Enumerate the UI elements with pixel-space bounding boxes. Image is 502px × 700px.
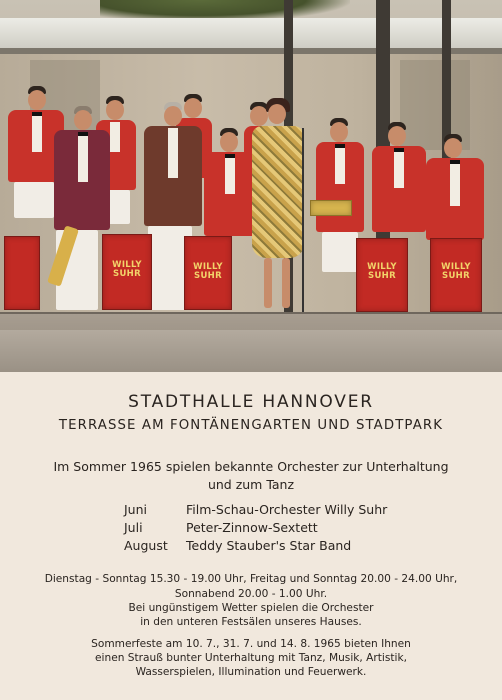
venue-title: STADTHALLE HANNOVER — [128, 392, 374, 412]
intro-line-2: und zum Tanz — [207, 477, 295, 492]
program-month: Juni — [124, 502, 148, 517]
schedule-line-4: in den unteren Festsälen unseres Hauses. — [140, 616, 362, 628]
band-stand — [430, 238, 482, 312]
schedule-line-3: Bei ungünstigem Wetter spielen die Orchester — [128, 602, 374, 614]
schedule-line-1: Dienstag - Sonntag 15.30 - 19.00 Uhr, Freitag und Sonntag 20.00 - 24.00 Uhr, — [44, 573, 458, 585]
microphone-stand — [302, 128, 304, 314]
stand-label-line2: SUHR — [368, 271, 396, 281]
program-row-august — [124, 538, 351, 553]
stand-label-line1: WILLY — [112, 260, 142, 270]
stand-label-line2: SUHR — [113, 269, 141, 279]
stand-label-line2: SUHR — [194, 271, 222, 281]
band-stand — [184, 236, 232, 310]
venue-subtitle: TERRASSE AM FONTÄNENGARTEN UND STADTPARK — [58, 418, 444, 433]
program-month: August — [124, 538, 168, 553]
festival-line-1: Sommerfeste am 10. 7., 31. 7. und 14. 8. 1965 bieten Ihnen — [91, 638, 411, 650]
intro-line-1: Im Sommer 1965 spielen bekannte Orchester zur Unterhaltung — [53, 459, 449, 474]
band-stand — [356, 238, 408, 312]
stand-label-line1: WILLY — [367, 262, 397, 272]
band-stand — [102, 234, 152, 310]
program-orchestra: Peter-Zinnow-Sextett — [186, 520, 318, 535]
festival-line-2: einen Strauß bunter Unterhaltung mit Tanz, Musik, Artistik, — [95, 652, 407, 664]
program-text — [0, 372, 502, 700]
program-month: Juli — [124, 520, 143, 535]
band-stand-edge — [4, 236, 40, 310]
program-orchestra: Film-Schau-Orchester Willy Suhr — [186, 502, 388, 517]
schedule-line-2: Sonnabend 20.00 - 1.00 Uhr. — [174, 588, 328, 600]
program-row-june — [124, 502, 387, 517]
music-stand — [310, 200, 352, 216]
terrace-roof — [0, 18, 502, 51]
program-orchestra: Teddy Stauber's Star Band — [186, 538, 352, 553]
stand-label-line1: WILLY — [193, 262, 223, 272]
stand-label-line2: SUHR — [442, 271, 470, 281]
festival-line-3: Wasserspielen, Illumination und Feuerwerk. — [135, 666, 367, 678]
stage-front — [0, 330, 502, 372]
program-row-july — [124, 520, 318, 535]
stand-label-line1: WILLY — [441, 262, 471, 272]
